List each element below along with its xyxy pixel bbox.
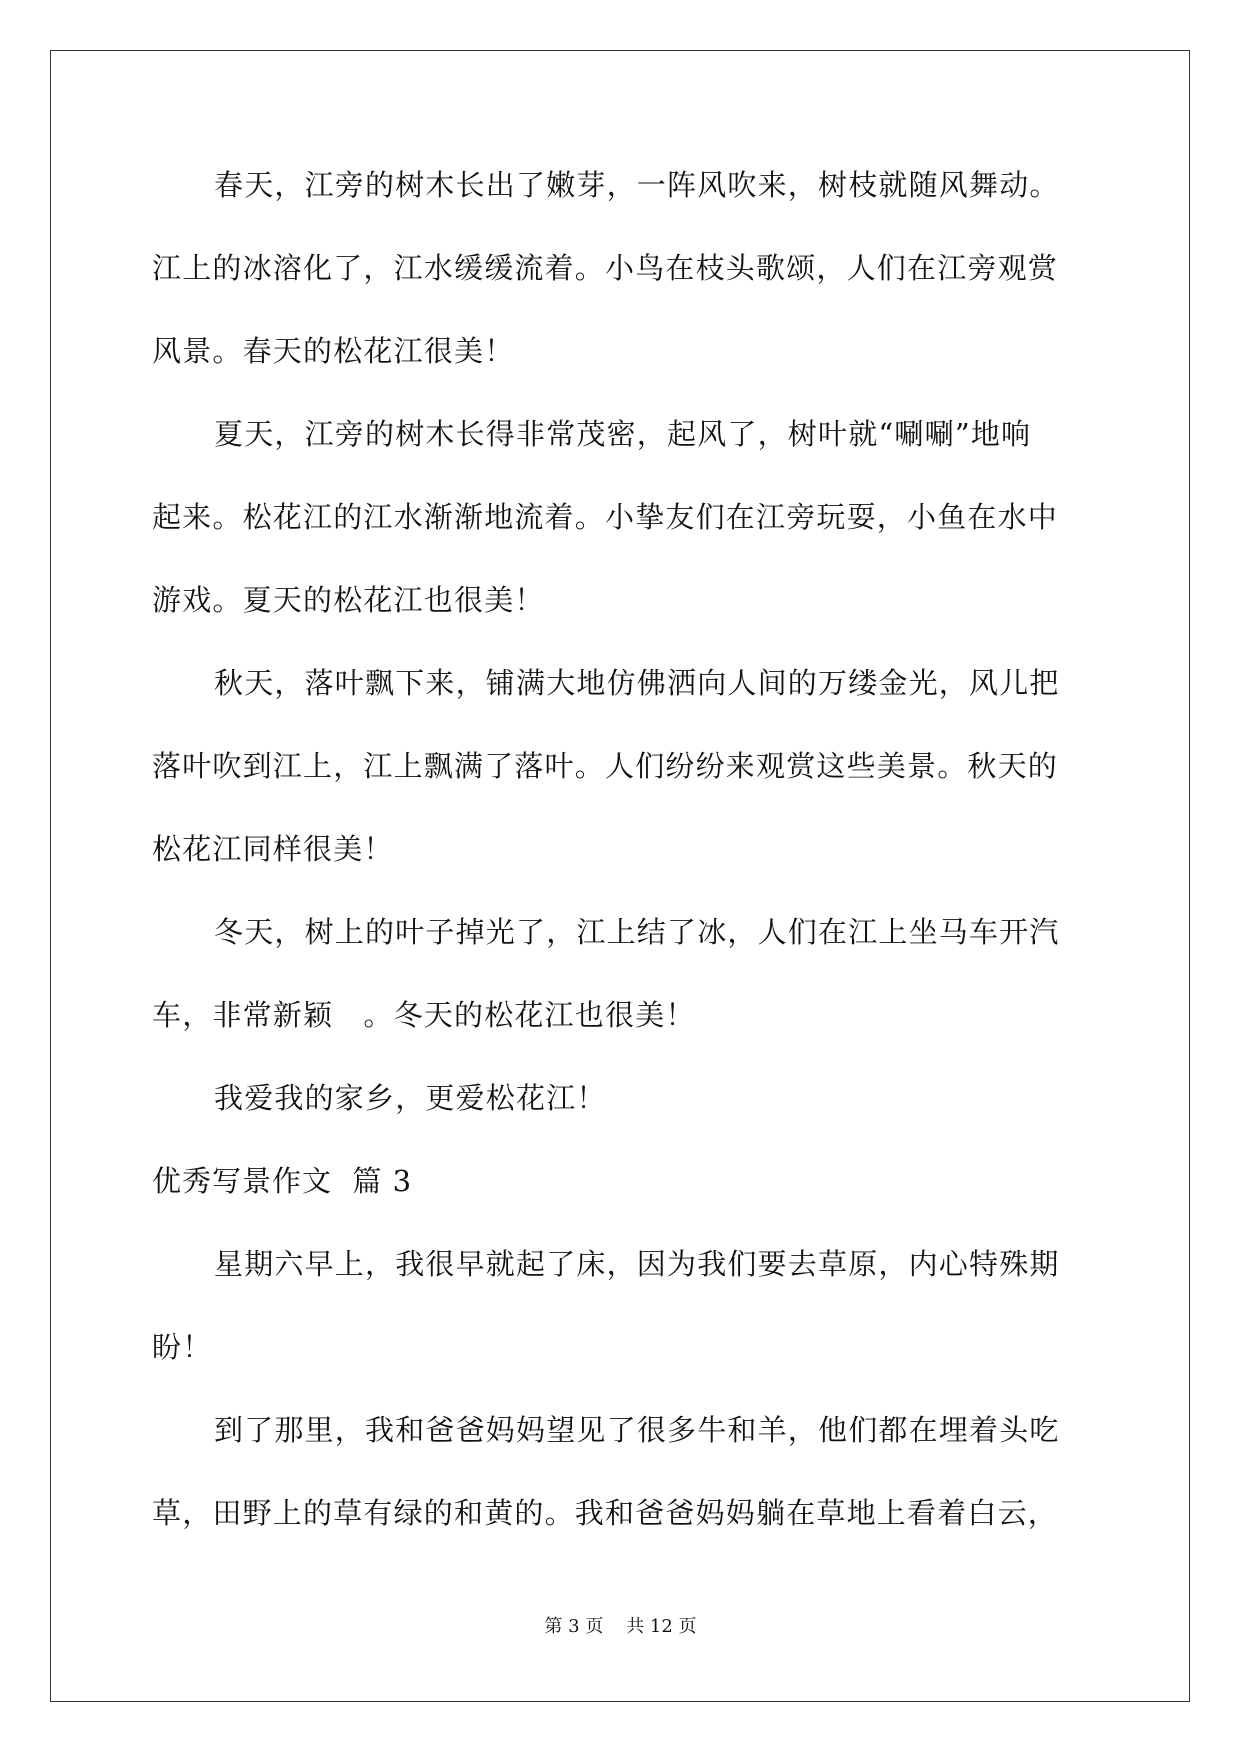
paragraph-autumn [152, 658, 1092, 907]
text-line: 车，非常新颖 。冬天的松花江也很美！ [152, 998, 696, 1032]
text-line: 草，田野上的草有绿的和黄的。我和爸爸妈妈躺在草地上看着白云， [152, 1496, 1059, 1530]
paragraph-summer [152, 409, 1092, 658]
text-line: 盼！ [152, 1330, 213, 1364]
text-line: 风景。春天的松花江很美！ [152, 334, 515, 368]
text-line: 到了那里，我和爸爸妈妈望见了很多牛和羊，他们都在埋着头吃 [214, 1413, 1060, 1447]
text-line: 夏天，江旁的树木长得非常茂密，起风了，树叶就“唰唰”地响 [214, 417, 1032, 451]
text-line: 秋天，落叶飘下来，铺满大地仿佛洒向人间的万缕金光，风儿把 [214, 666, 1060, 700]
page-number-footer: 第 3 页 共 12 页 [544, 1616, 697, 1637]
paragraph-closing [152, 1073, 1092, 1156]
text-line: 我爱我的家乡，更爱松花江！ [214, 1081, 607, 1115]
document-body [152, 160, 1092, 1571]
text-line: 春天，江旁的树木长出了嫩芽，一阵风吹来，树枝就随风舞动。 [214, 168, 1060, 202]
paragraph-saturday [152, 1239, 1092, 1405]
paragraph-winter [152, 907, 1092, 1073]
text-line: 落叶吹到江上，江上飘满了落叶。人们纷纷来观赏这些美景。秋天的 [152, 749, 1059, 783]
text-line: 江上的冰溶化了，江水缓缓流着。小鸟在枝头歌颂，人们在江旁观赏 [152, 251, 1059, 285]
paragraph-grassland [152, 1405, 1092, 1571]
text-line: 冬天，树上的叶子掉光了，江上结了冰，人们在江上坐马车开汽 [214, 915, 1060, 949]
text-line: 松花江同样很美！ [152, 832, 394, 866]
text-line: 起来。松花江的江水渐渐地流着。小挚友们在江旁玩耍，小鱼在水中 [152, 500, 1059, 534]
paragraph-spring [152, 160, 1092, 409]
text-line: 星期六早上，我很早就起了床，因为我们要去草原，内心特殊期 [214, 1247, 1060, 1281]
text-line: 游戏。夏天的松花江也很美！ [152, 583, 545, 617]
section-heading: 优秀写景作文 篇 3 [152, 1164, 413, 1198]
